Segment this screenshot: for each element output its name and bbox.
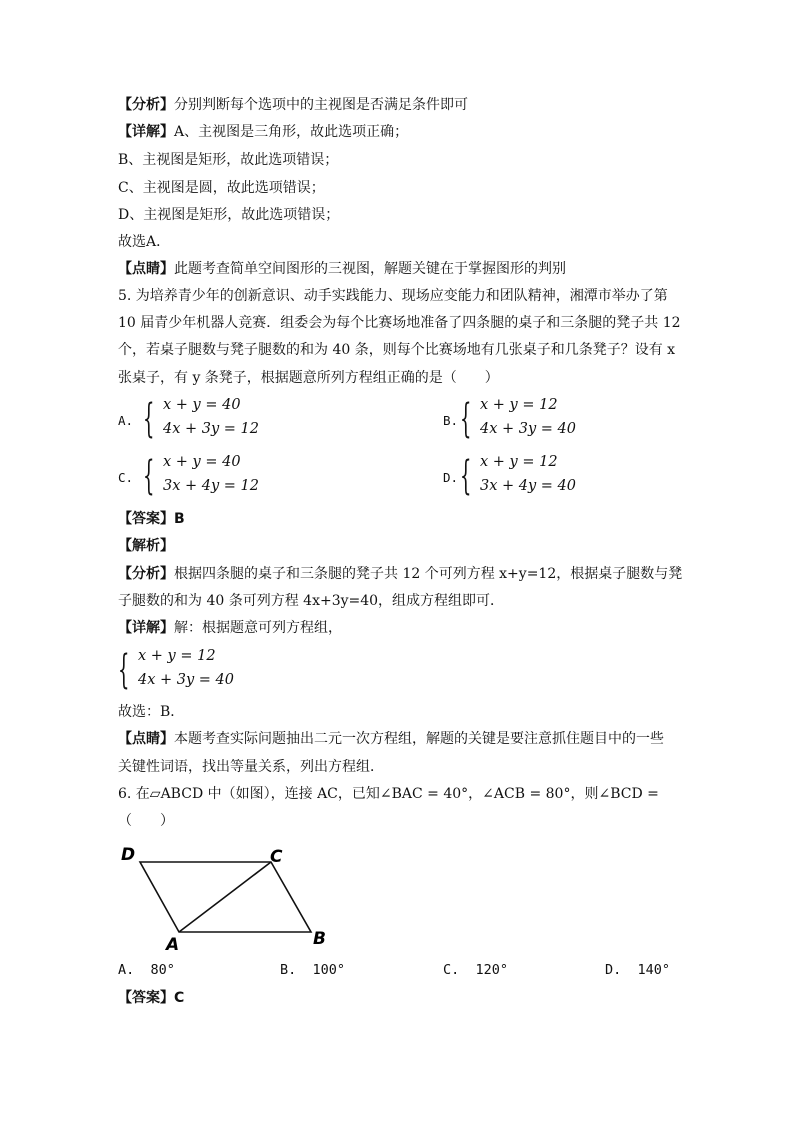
q6-answer: 【答案】C (118, 990, 185, 1006)
q5-detail-line (118, 619, 342, 637)
q6-option-d (605, 962, 670, 978)
vertex-label-a: A (166, 935, 180, 955)
q6-stem-1: 6. 在▱ABCD 中（如图），连接 AC，已知∠BAC = 40°，∠ACB = 80°，则∠BCD = (118, 786, 659, 802)
option-value: 120° (475, 962, 509, 978)
q5-stem-1: 5. 为培养青少年的创新意识、动手实践能力、现场应变能力和团队精神，湘潭市举办了第 (118, 288, 668, 304)
q5-comment-2: 关键性词语，找出等量关系，列出方程组． (118, 759, 384, 775)
q5-stem-4: 张桌子，有 y 条凳子，根据题意所列方程组正确的是（ ） (118, 370, 499, 386)
q5-option-d-label: D. (443, 470, 459, 485)
comment-tag: 【点睛】 (118, 261, 174, 277)
q4-detail-line (118, 123, 408, 141)
option-value: 140° (637, 962, 671, 978)
brace-icon: { (143, 396, 155, 442)
option-label: A. (118, 962, 135, 978)
q6-option-c (443, 962, 508, 978)
option-value: 80° (150, 962, 175, 978)
q6-option-b (280, 962, 345, 978)
q4-detail-b: B、主视图是矩形，故此选项错误； (118, 152, 339, 168)
equation: x + y = 12 (138, 648, 216, 664)
analysis-tag: 【分析】 (118, 566, 174, 582)
analysis-text: 分别判断每个选项中的主视图是否满足条件即可 (174, 97, 468, 113)
q5-choose: 故选：B． (118, 704, 185, 720)
analysis-tag: 【分析】 (118, 97, 174, 113)
q5-jiexi: 【解析】 (118, 538, 174, 554)
brace-icon: { (143, 453, 155, 499)
brace-icon: { (460, 453, 472, 499)
vertex-label-c: C (270, 847, 283, 867)
option-label: B. (280, 962, 297, 978)
q5-analysis-2: 子腿数的和为 40 条可列方程 4x+3y=40，组成方程组即可． (118, 593, 505, 609)
q5-option-a-label: A. (118, 413, 134, 428)
q5-analysis-line (118, 565, 682, 583)
q4-detail-c: C、主视图是圆，故此选项错误； (118, 180, 325, 196)
q6-stem-2: （ ） (118, 813, 174, 829)
q4-detail-d: D、主视图是矩形，故此选项错误； (118, 207, 340, 223)
equation: 4x + 3y = 12 (163, 421, 260, 437)
equation: x + y = 40 (163, 397, 241, 413)
equation: 4x + 3y = 40 (480, 421, 577, 437)
q5-stem-3: 个，若桌子腿数与凳子腿数的和为 40 条，则每个比赛场地有几张桌子和几条凳子？设有 x (118, 342, 676, 358)
q4-comment-line (118, 260, 566, 278)
detail-text: 解：根据题意可列方程组， (174, 620, 342, 636)
equation: x + y = 12 (480, 397, 558, 413)
option-label: C. (443, 962, 460, 978)
detail-tag: 【详解】 (118, 620, 174, 636)
detail-text: A、主视图是三角形，故此选项正确； (174, 124, 409, 140)
q6-option-a (118, 962, 175, 978)
comment-tag: 【点睛】 (118, 731, 174, 747)
option-value: 100° (312, 962, 346, 978)
vertex-label-b: B (313, 929, 326, 949)
q5-stem-2: 10 届青少年机器人竞赛．组委会为每个比赛场地准备了四条腿的桌子和三条腿的凳子共 12 (118, 315, 681, 331)
q5-option-c-label: C. (118, 470, 134, 485)
comment-text: 此题考查简单空间图形的三视图，解题关键在于掌握图形的判别 (174, 261, 566, 277)
brace-icon: { (460, 396, 472, 442)
equation: 3x + 4y = 40 (480, 478, 577, 494)
analysis-text: 根据四条腿的桌子和三条腿的凳子共 12 个可列方程 x+y=12，根据桌子腿数与凳 (174, 566, 683, 582)
diagonal-ac (179, 862, 271, 932)
equation: x + y = 40 (163, 454, 241, 470)
detail-tag: 【详解】 (118, 124, 174, 140)
option-label: D. (605, 962, 622, 978)
q5-option-b-label: B. (443, 413, 459, 428)
brace-icon: { (118, 647, 130, 693)
equation: 4x + 3y = 40 (138, 672, 235, 688)
comment-text: 本题考查实际问题抽出二元一次方程组，解题的关键是要注意抓住题目中的一些 (174, 731, 664, 747)
q4-analysis-line (118, 96, 468, 114)
equation: 3x + 4y = 12 (163, 478, 260, 494)
parallelogram-figure (118, 840, 338, 955)
q4-choose: 故选A． (118, 234, 171, 250)
vertex-label-d: D (121, 845, 136, 865)
q5-answer: 【答案】B (118, 511, 185, 527)
equation: x + y = 12 (480, 454, 558, 470)
q5-comment-line (118, 730, 664, 748)
